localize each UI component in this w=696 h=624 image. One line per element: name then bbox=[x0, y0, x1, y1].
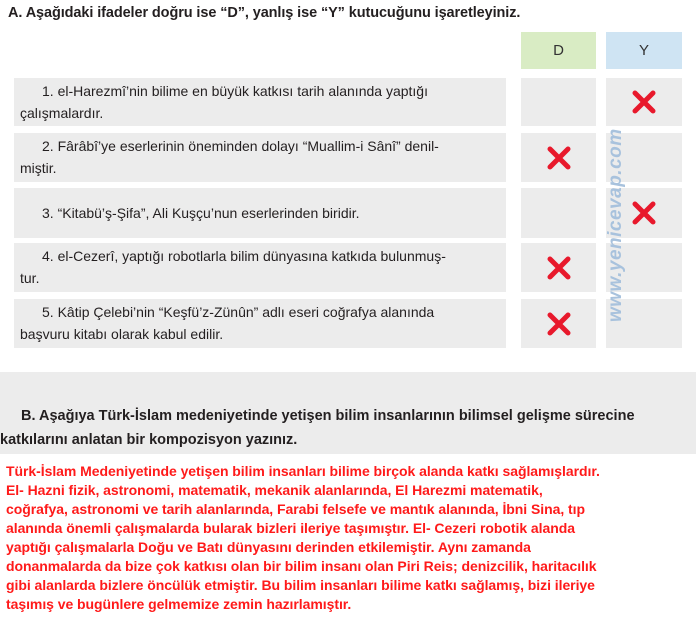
answer-line: yaptığı çalışmalarla Doğu ve Batı dünyasını derinden etkilemiştir. Aynı zamanda bbox=[6, 539, 531, 555]
statement-4-line2: tur. bbox=[20, 270, 40, 286]
statement-4 bbox=[14, 243, 506, 292]
section-b-title-line2: katkılarını anlatan bir kompozisyon yazınız. bbox=[0, 432, 298, 448]
statement-1-line2: çalışmalardır. bbox=[20, 105, 104, 121]
answer-line: alanında önemli çalışmalarda bularak bizleri ileriye taşımıştır. El- Cezeri robotik alanda bbox=[6, 520, 575, 536]
column-header-d: D bbox=[521, 32, 596, 69]
section-b-title bbox=[0, 404, 692, 452]
column-header-y: Y bbox=[606, 32, 682, 69]
answer-line: Türk-İslam Medeniyetinde yetişen bilim insanları bilime birçok alanda katkı sağlamışlardır. bbox=[6, 463, 600, 479]
watermark: www.yenicevap.com bbox=[605, 128, 626, 322]
composition-answer bbox=[6, 462, 690, 614]
answer-line: donanmalarda da bize çok katkısı olan bir bilim insanı olan Piri Reis; denizcilik, haritacılık bbox=[6, 558, 597, 574]
answer-line: coğrafya, astronomi ve tarih alanlarında, Farabi felsefe ve mantık alanında, İbni Sina, tıp bbox=[6, 501, 585, 517]
section-a-title: A. Aşağıdaki ifadeler doğru ise “D”, yanlış ise “Y” kutucuğunu işaretleyiniz. bbox=[8, 5, 521, 21]
cross-mark-icon bbox=[546, 255, 572, 281]
statement-5-line1: 5. Kâtip Çelebi’nin “Keşfü’z-Zünûn” adlı eseri coğrafya alanında bbox=[42, 304, 435, 320]
answer-box-1-y[interactable] bbox=[606, 78, 682, 126]
statement-3-line1: 3. “Kitabü’ş-Şifa”, Ali Kuşçu’nun eserlerinden biridir. bbox=[42, 205, 360, 221]
answer-line: taşımış ve bugünlere gelmemize zemin hazırlamıştır. bbox=[6, 596, 352, 612]
answer-box-3-d[interactable] bbox=[521, 188, 596, 238]
statement-3 bbox=[14, 188, 506, 238]
cross-mark-icon bbox=[631, 200, 657, 226]
answer-box-1-d[interactable] bbox=[521, 78, 596, 126]
statement-4-line1: 4. el-Cezerî, yaptığı robotlarla bilim dünyasına katkıda bulunmuş- bbox=[42, 248, 446, 264]
answer-line: gibi alanlarda bizlere öncülük etmiştir. Bu bilim insanları bilime katkı sağlamış, bizi ileriye bbox=[6, 577, 595, 593]
answer-line: El- Hazni fizik, astronomi, matematik, mekanik alanlarında, El Harezmi matematik, bbox=[6, 482, 543, 498]
section-b-title-line1: B. Aşağıya Türk-İslam medeniyetinde yetişen bilim insanlarının bilimsel gelişme sürecine bbox=[21, 408, 635, 424]
statement-1-line1: 1. el-Harezmî’nin bilime en büyük katkısı tarih alanında yaptığı bbox=[42, 83, 428, 99]
statement-5-line2: başvuru kitabı olarak kabul edilir. bbox=[20, 326, 224, 342]
cross-mark-icon bbox=[546, 145, 572, 171]
statement-2 bbox=[14, 133, 506, 182]
cross-mark-icon bbox=[631, 89, 657, 115]
cross-mark-icon bbox=[546, 311, 572, 337]
statement-2-line2: miştir. bbox=[20, 160, 57, 176]
answer-box-4-d[interactable] bbox=[521, 243, 596, 292]
answer-box-2-d[interactable] bbox=[521, 133, 596, 182]
statement-1 bbox=[14, 78, 506, 126]
statement-2-line1: 2. Fârâbî’ye eserlerinin öneminden dolayı “Muallim-i Sânî” denil- bbox=[42, 138, 439, 154]
statement-5 bbox=[14, 299, 506, 348]
answer-box-5-d[interactable] bbox=[521, 299, 596, 348]
